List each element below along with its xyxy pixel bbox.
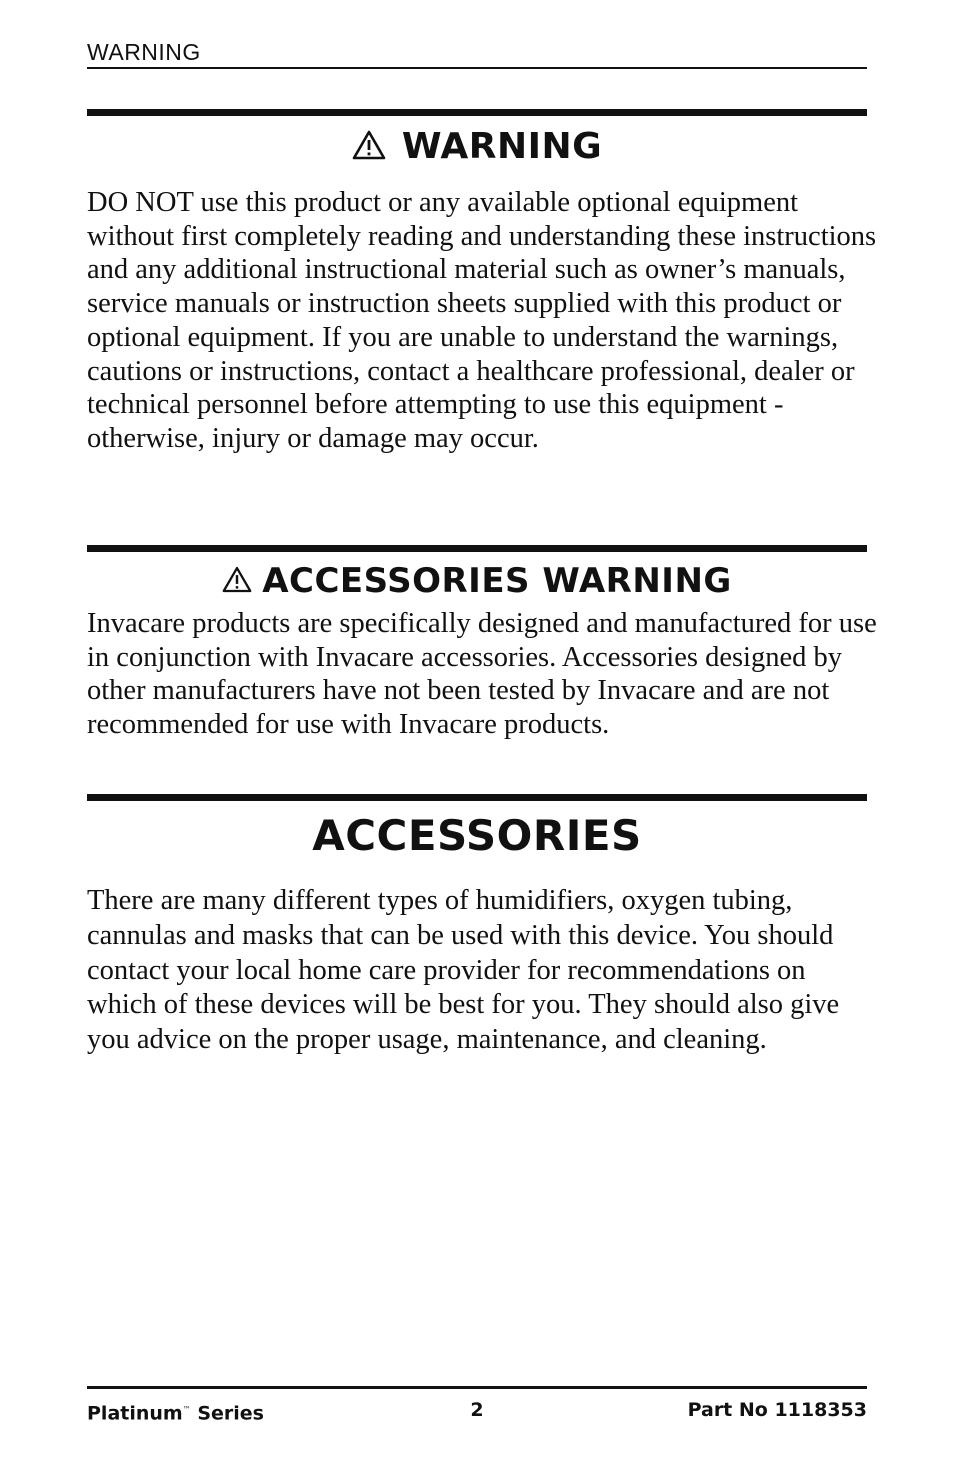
accessories-warning-body: Invacare products are specifically designed and manufactured for use in conjunction with Invacare accessories. Accessories designed by other manufacturers have not been tested by Invacare and are not recommended for use with Invacare products. [87, 608, 877, 741]
warning-body: DO NOT use this product or any available optional equipment without first completely reading and understanding these instructions and any additional instructional material such as owner’s manuals, service manuals or instruction sheets supplied with this product or optional equipment. If you are unable to understand the warnings, cautions or instructions, contact a healthcare professional, dealer or technical personnel before attempting to use this equipment - otherwise, injury or damage may occur. [87, 187, 877, 454]
section-divider [87, 545, 867, 552]
header-divider [87, 67, 867, 69]
page-number: 2 [470, 1399, 484, 1421]
accessories-warning-heading [87, 559, 867, 603]
section-divider [87, 794, 867, 801]
page-footer [87, 1397, 867, 1423]
warning-heading-text: WARNING [401, 126, 603, 167]
document-page [87, 0, 877, 1475]
warning-heading [87, 124, 867, 170]
accessories-body: There are many different types of humidifiers, oxygen tubing, cannulas and masks that can be used with this device. You should contact your local home care provider for recommendations on which of these devices will be best for you. They should also give you advice on the proper usage, maintenance, and cleaning. [87, 885, 840, 1056]
section-divider [87, 109, 867, 116]
part-number: Part No 1118353 [687, 1399, 867, 1421]
accessories-heading: ACCESSORIES [312, 811, 642, 860]
footer-divider [87, 1386, 867, 1389]
footer-product-name: Platinum™ Series [87, 1402, 264, 1425]
accessories-warning-heading-text: ACCESSORIES WARNING [262, 561, 732, 601]
trademark-symbol: ™ [182, 1405, 191, 1414]
warning-triangle-icon [352, 130, 386, 160]
warning-triangle-icon [222, 566, 252, 593]
running-header: WARNING [87, 39, 201, 65]
